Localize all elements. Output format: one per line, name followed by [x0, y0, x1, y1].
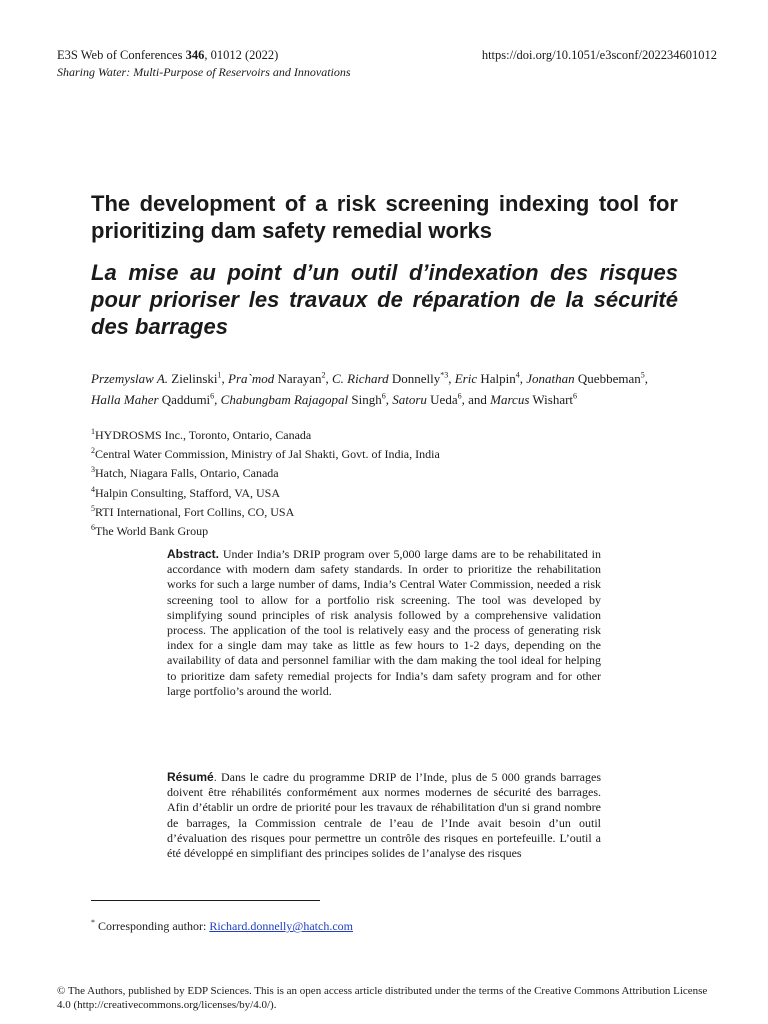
- author-affiliation-mark: *3: [440, 371, 449, 380]
- license-notice: © The Authors, published by EDP Sciences. This is an open access article distributed under the terms of the Creative Commons Attribution License 4.0 (http://creativecommons.org/licenses/by/4.0/).: [57, 985, 708, 1011]
- paper-title-french: La mise au point d’un outil d’indexation des risques pour prioriser les travaux de réparation de la sécurité des barrages: [91, 260, 678, 339]
- affiliation-number: 6: [91, 523, 95, 533]
- resume-text: . Dans le cadre du programme DRIP de l’Inde, plus de 5 000 grands barrages doivent être réhabilités conformément aux normes modernes de sécurité des barrages. Afin d’établir un ordre de priorité pour les travaux de réhabilitation d'un si grand nombre de barrages, la Commission centrale de l’eau de l’Inde avait besoin d’un outil d’évaluation des risques pour permettre un contrôle des risques en portefeuille. L’outil a été développé en simplifiant des principes solides de l’analyse des risques: [167, 770, 601, 861]
- author-affiliation-mark: 5: [640, 371, 645, 380]
- corresponding-author-footnote: [91, 918, 353, 934]
- author-affiliation-mark: 4: [515, 371, 520, 380]
- affiliation-text: Hatch, Niagara Falls, Ontario, Canada: [95, 466, 279, 481]
- author-list: [91, 367, 678, 408]
- affiliation-item: [91, 501, 678, 520]
- footnote-label: Corresponding author:: [95, 919, 210, 933]
- affiliation-text: Central Water Commission, Ministry of Jal Shakti, Govt. of India, India: [95, 447, 440, 462]
- abstract-paragraph: [167, 547, 601, 699]
- abstract-text: Under India’s DRIP program over 5,000 large dams are to be rehabilitated in accordance with modern dam safety standards. In order to prioritize the rehabilitation works for such a large number of dams, India’s Central Water Commission, needed a risk screening tool to allow for a portfolio risk screening. The tool was developed by simplifying sound principles of risk analysis followed by a comprehensive validation process. The application of the tool is relatively easy and the process of generating risk index for a single dam may take as little as few hours to 1-2 days, depending on the availability of data and personnel familiar with the dam making the tool ideal for helping to prioritize dam safety remedial projects for India’s dam safety program and for other large portfolio’s around the world.: [167, 547, 601, 698]
- journal-name: E3S Web of Conferences: [57, 48, 186, 62]
- affiliation-item: [91, 482, 678, 501]
- affiliation-number: 4: [91, 484, 95, 494]
- author-given-name: Eric: [454, 371, 478, 387]
- affiliation-text: The World Bank Group: [95, 524, 209, 539]
- affiliation-number: 3: [91, 465, 95, 475]
- affiliation-item: [91, 462, 678, 481]
- author-given-name: Pra`mod: [228, 371, 275, 387]
- author: [228, 371, 332, 386]
- author-affiliation-mark: 2: [321, 371, 326, 380]
- affiliation-number: 1: [91, 427, 95, 436]
- running-header: [57, 48, 717, 80]
- author: [91, 392, 221, 407]
- author: [455, 371, 527, 386]
- affiliation-item: [91, 443, 678, 462]
- affiliation-item: [91, 520, 678, 539]
- author-affiliation-mark: 1: [217, 371, 222, 380]
- author-family-name: Donnelly: [391, 371, 441, 387]
- author: [490, 392, 577, 407]
- author-affiliation-mark: 6: [573, 391, 578, 401]
- author-separator: ,: [385, 391, 393, 407]
- author-affiliation-mark: 6: [381, 391, 386, 401]
- author-given-name: C. Richard: [332, 371, 389, 387]
- author-given-name: Halla Maher: [91, 391, 159, 407]
- affiliation-text: Halpin Consulting, Stafford, VA, USA: [95, 485, 281, 500]
- journal-volume: 346: [185, 48, 205, 62]
- footnote-divider: [91, 900, 320, 901]
- author-given-name: Przemyslaw A.: [91, 371, 169, 387]
- resume-label: Résumé: [167, 770, 214, 784]
- author: [221, 392, 393, 407]
- journal-article-id: , 01012 (2022): [204, 48, 279, 62]
- conference-name: Sharing Water: Multi-Purpose of Reservoirs and Innovations: [57, 65, 351, 79]
- author: [91, 371, 228, 386]
- affiliation-text: RTI International, Fort Collins, CO, USA: [95, 504, 295, 519]
- affiliation-list: [91, 424, 678, 539]
- corresponding-email-link[interactable]: Richard.donnelly@hatch.com: [209, 919, 354, 933]
- author-family-name: Ueda: [430, 391, 458, 407]
- author-family-name: Wishart: [532, 391, 574, 407]
- journal-citation: [57, 48, 278, 63]
- author-separator: ,: [325, 371, 333, 387]
- author-affiliation-mark: 6: [457, 391, 462, 401]
- paper-title-english: The development of a risk screening indexing tool for prioritizing dam safety remedial works: [91, 191, 678, 243]
- abstract-label: Abstract.: [167, 547, 220, 561]
- author-separator: ,: [448, 371, 455, 387]
- affiliation-number: 5: [91, 503, 95, 513]
- author-separator: ,: [519, 371, 527, 387]
- author-separator: ,: [214, 391, 221, 407]
- doi-link[interactable]: https://doi.org/10.1051/e3sconf/202234601012: [481, 48, 717, 62]
- author-family-name: Quebbeman: [577, 371, 641, 387]
- author-affiliation-mark: 6: [210, 391, 215, 401]
- author-family-name: Narayan: [277, 371, 322, 387]
- author-separator: , and: [461, 391, 491, 407]
- affiliation-number: 2: [91, 446, 95, 456]
- author-family-name: Singh: [351, 391, 382, 407]
- footnote-mark: *: [91, 918, 95, 927]
- author: [392, 392, 490, 407]
- author-separator: ,: [221, 371, 229, 387]
- author-given-name: Satoru: [392, 391, 427, 407]
- author: [526, 371, 648, 386]
- author-family-name: Halpin: [480, 371, 516, 387]
- author-given-name: Chabungbam Rajagopal: [220, 391, 349, 407]
- author-separator: ,: [644, 371, 648, 387]
- affiliation-item: [91, 424, 678, 443]
- author-given-name: Jonathan: [526, 371, 575, 387]
- author-family-name: Zielinski: [171, 371, 218, 387]
- author-family-name: Qaddumi: [161, 391, 211, 407]
- affiliation-text: HYDROSMS Inc., Toronto, Ontario, Canada: [95, 428, 312, 442]
- author-given-name: Marcus: [490, 391, 530, 407]
- resume-paragraph: [167, 770, 601, 861]
- author: [332, 371, 455, 386]
